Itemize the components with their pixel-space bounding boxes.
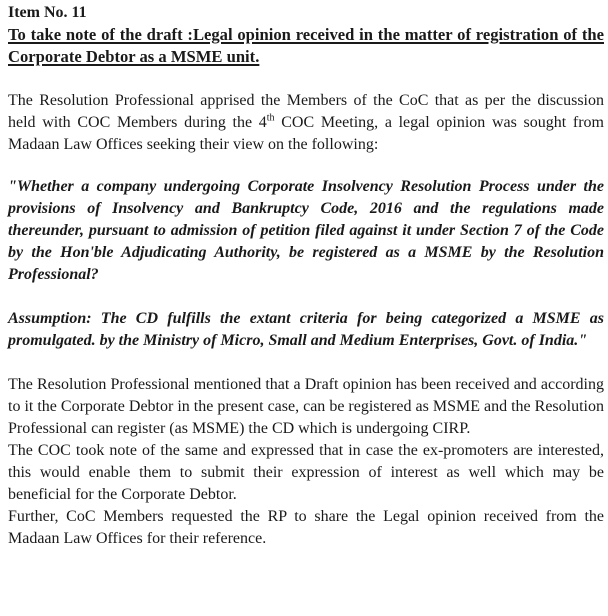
- paragraph-coc-note: The COC took note of the same and expressed that in case the ex-promoters are interested, this would enable them to submit their expression of interest as well which may be beneficial for the Corporate Debtor.: [8, 442, 604, 503]
- quoted-assumption: Assumption: The CD fulfills the extant criteria for being categorized a MSME as promulgated. by the Ministry of Micro, Small and Medium Enterprises, Govt. of India.": [8, 310, 604, 349]
- item-heading: To take note of the draft :Legal opinion received in the matter of registration of the Corporate Debtor as a MSME unit.: [8, 25, 604, 66]
- paragraph-apprisal-start: The Resolution Professional apprised the Members of the CoC that as per the discussion held with COC Members during the 4: [8, 92, 604, 131]
- ordinal-superscript: th: [266, 112, 275, 124]
- item-number: Item No. 11: [8, 4, 87, 21]
- spacer: [8, 68, 604, 90]
- paragraph-request: Further, CoC Members requested the RP to share the Legal opinion received from the Madaan Law Offices for their reference.: [8, 508, 604, 547]
- paragraph-apprisal-end: COC Meeting, a legal opinion was sought from Madaan Law Offices seeking their view on the following:: [8, 114, 604, 153]
- paragraph-draft-opinion: The Resolution Professional mentioned that a Draft opinion has been received and according to it the Corporate Debtor in the present case, can be registered as MSME and the Resolution Professional can register (as MSME) the CD which is undergoing CIRP.: [8, 376, 604, 437]
- paragraph-apprisal: [8, 90, 604, 156]
- quoted-question: "Whether a company undergoing Corporate Insolvency Resolution Process under the provisions of Insolvency and Bankruptcy Code, 2016 and the regulations made thereunder, pursuant to admission of petition filed against it under Section 7 of the Code by the Hon'ble Adjudicating Authority, be registered as a MSME by the Resolution Professional?: [8, 178, 604, 283]
- spacer: [8, 352, 604, 374]
- spacer: [8, 286, 604, 308]
- document-page: [8, 2, 604, 550]
- spacer: [8, 156, 604, 176]
